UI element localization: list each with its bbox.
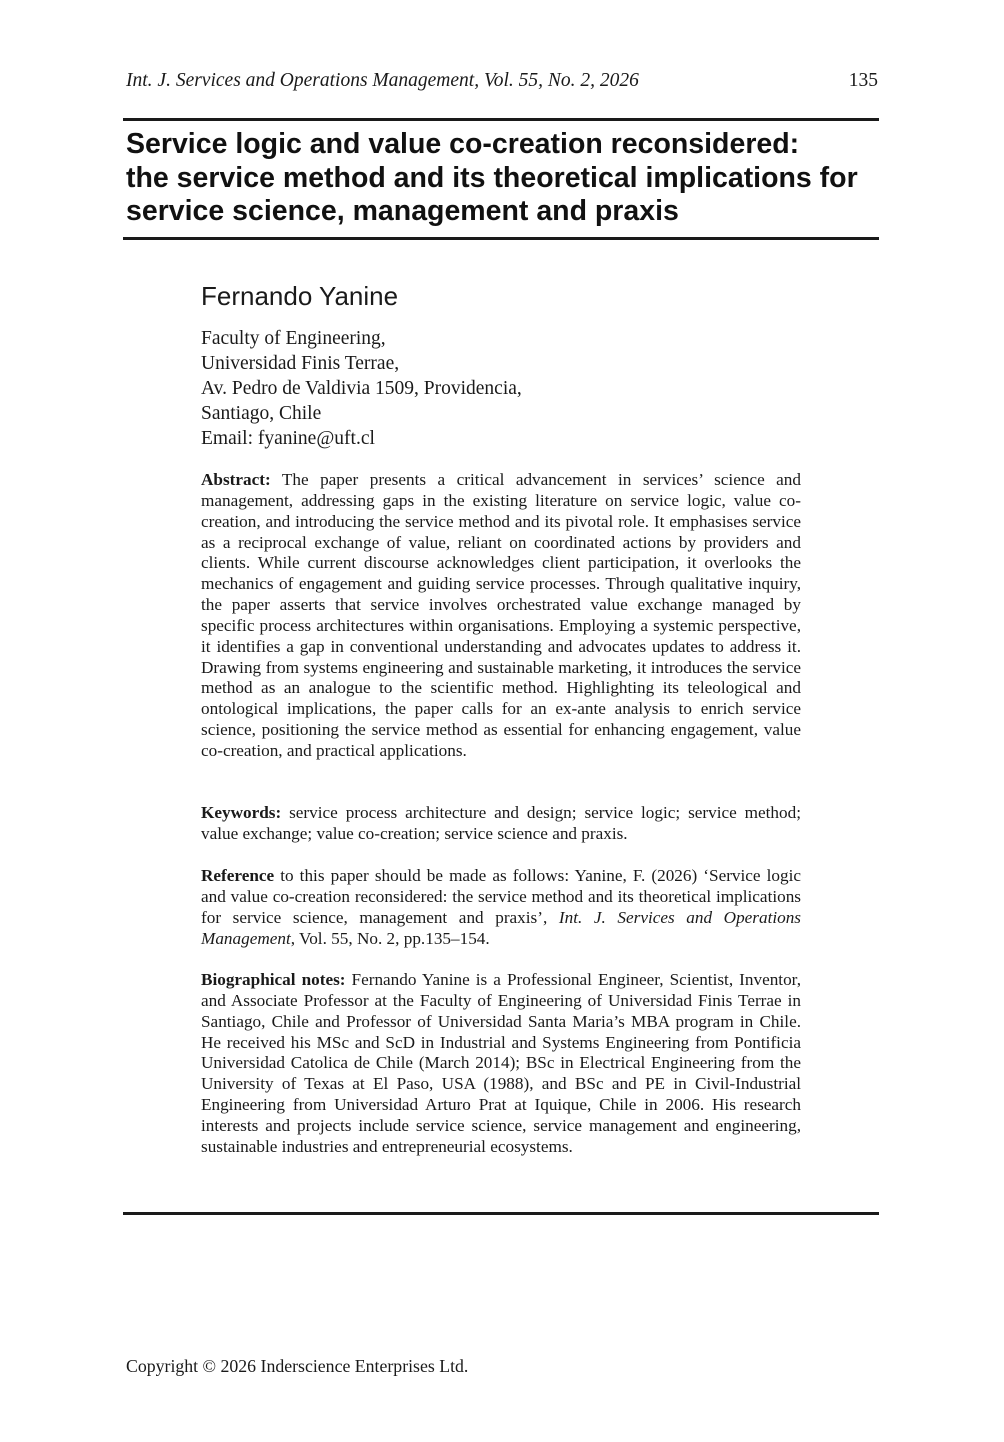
abstract <box>201 470 801 762</box>
bio-text: Fernando Yanine is a Professional Engineer, Scientist, Inventor, and Associate Professor at the Faculty of Engineering of Universidad Finis Terrae in Santiago, Chile and Professor of Universidad Santa Maria’s MBA program in Chile. He received his MSc and ScD in Industrial and Systems Engineering from Pontificia Universidad Catolica de Chile (March 2014); BSc in Electrical Engineering from the University of Texas at El Paso, USA (1988), and BSc and PE in Civil-Industrial Engineering from Universidad Arturo Prat at Iquique, Chile in 2006. His research interests and projects include service science, service management and engineering, sustainable industries and entrepreneurial ecosystems. <box>201 970 801 1156</box>
page-number: 135 <box>848 70 878 91</box>
abstract-text: The paper presents a critical advancement in services’ science and management, addressing gaps in the existing literature on service logic, value co-creation, and introducing the service method and its pivotal role. It emphasises service as a reciprocal exchange of value, reliant on coordinated actions by providers and clients. While current discourse acknowledges client participation, it overlooks the mechanics of engagement and guiding service processes. Through qualitative inquiry, the paper asserts that service involves orchestrated value exchange managed by specific process architectures within organisations. Employing a systemic perspective, it identifies a gap in conventional understanding and advocates updates to address it. Drawing from systems engineering and sustainable marketing, it introduces the service method as an analogue to the scientific method. Highlighting its teleological and ontological implications, the paper calls for an ex-ante analysis to enrich service science, positioning the service method as essential for enhancing engagement, value co-creation, and practical applications. <box>201 470 801 760</box>
reference-text: to this paper should be made as follows: Yanine, F. (2026) ‘Service logic and value co-creation reconsidered: the service method and its theoretical implications for service science, management and praxis’, <box>201 866 801 927</box>
bottom-rule <box>123 1212 879 1215</box>
paper-title <box>126 128 886 229</box>
reference <box>201 866 801 949</box>
affiliation-line: Faculty of Engineering, <box>201 328 386 349</box>
title-line: the service method and its theoretical implications for <box>126 161 858 194</box>
biographical-notes <box>201 970 801 1158</box>
author-email: Email: fyanine@uft.cl <box>201 428 375 449</box>
affiliation-line: Santiago, Chile <box>201 403 322 424</box>
top-rule <box>123 118 879 121</box>
title-line: Service logic and value co-creation reconsidered: <box>126 128 800 160</box>
bio-label: Biographical notes: <box>201 970 346 989</box>
keywords-text: service process architecture and design; service logic; service method; value exchange; value co-creation; service science and praxis. <box>201 803 801 843</box>
reference-journal: Int. J. Services and Operations Management <box>201 907 802 948</box>
journal-citation: Int. J. Services and Operations Management, Vol. 55, No. 2, 2026 <box>126 70 639 91</box>
author-name: Fernando Yanine <box>201 281 399 311</box>
title-line: service science, management and praxis <box>126 195 679 227</box>
affiliation-line: Universidad Finis Terrae, <box>201 353 400 374</box>
author-affiliation <box>201 326 522 451</box>
copyright-notice: Copyright © 2026 Inderscience Enterprises Ltd. <box>126 1356 469 1376</box>
affiliation-line: Av. Pedro de Valdivia 1509, Providencia, <box>201 378 522 399</box>
keywords <box>201 803 801 845</box>
running-header <box>126 68 878 94</box>
abstract-label: Abstract: <box>201 470 271 489</box>
title-rule <box>123 237 879 240</box>
reference-label: Reference <box>201 866 275 885</box>
keywords-label: Keywords: <box>201 803 282 822</box>
reference-details: , Vol. 55, No. 2, pp.135–154. <box>290 928 490 948</box>
